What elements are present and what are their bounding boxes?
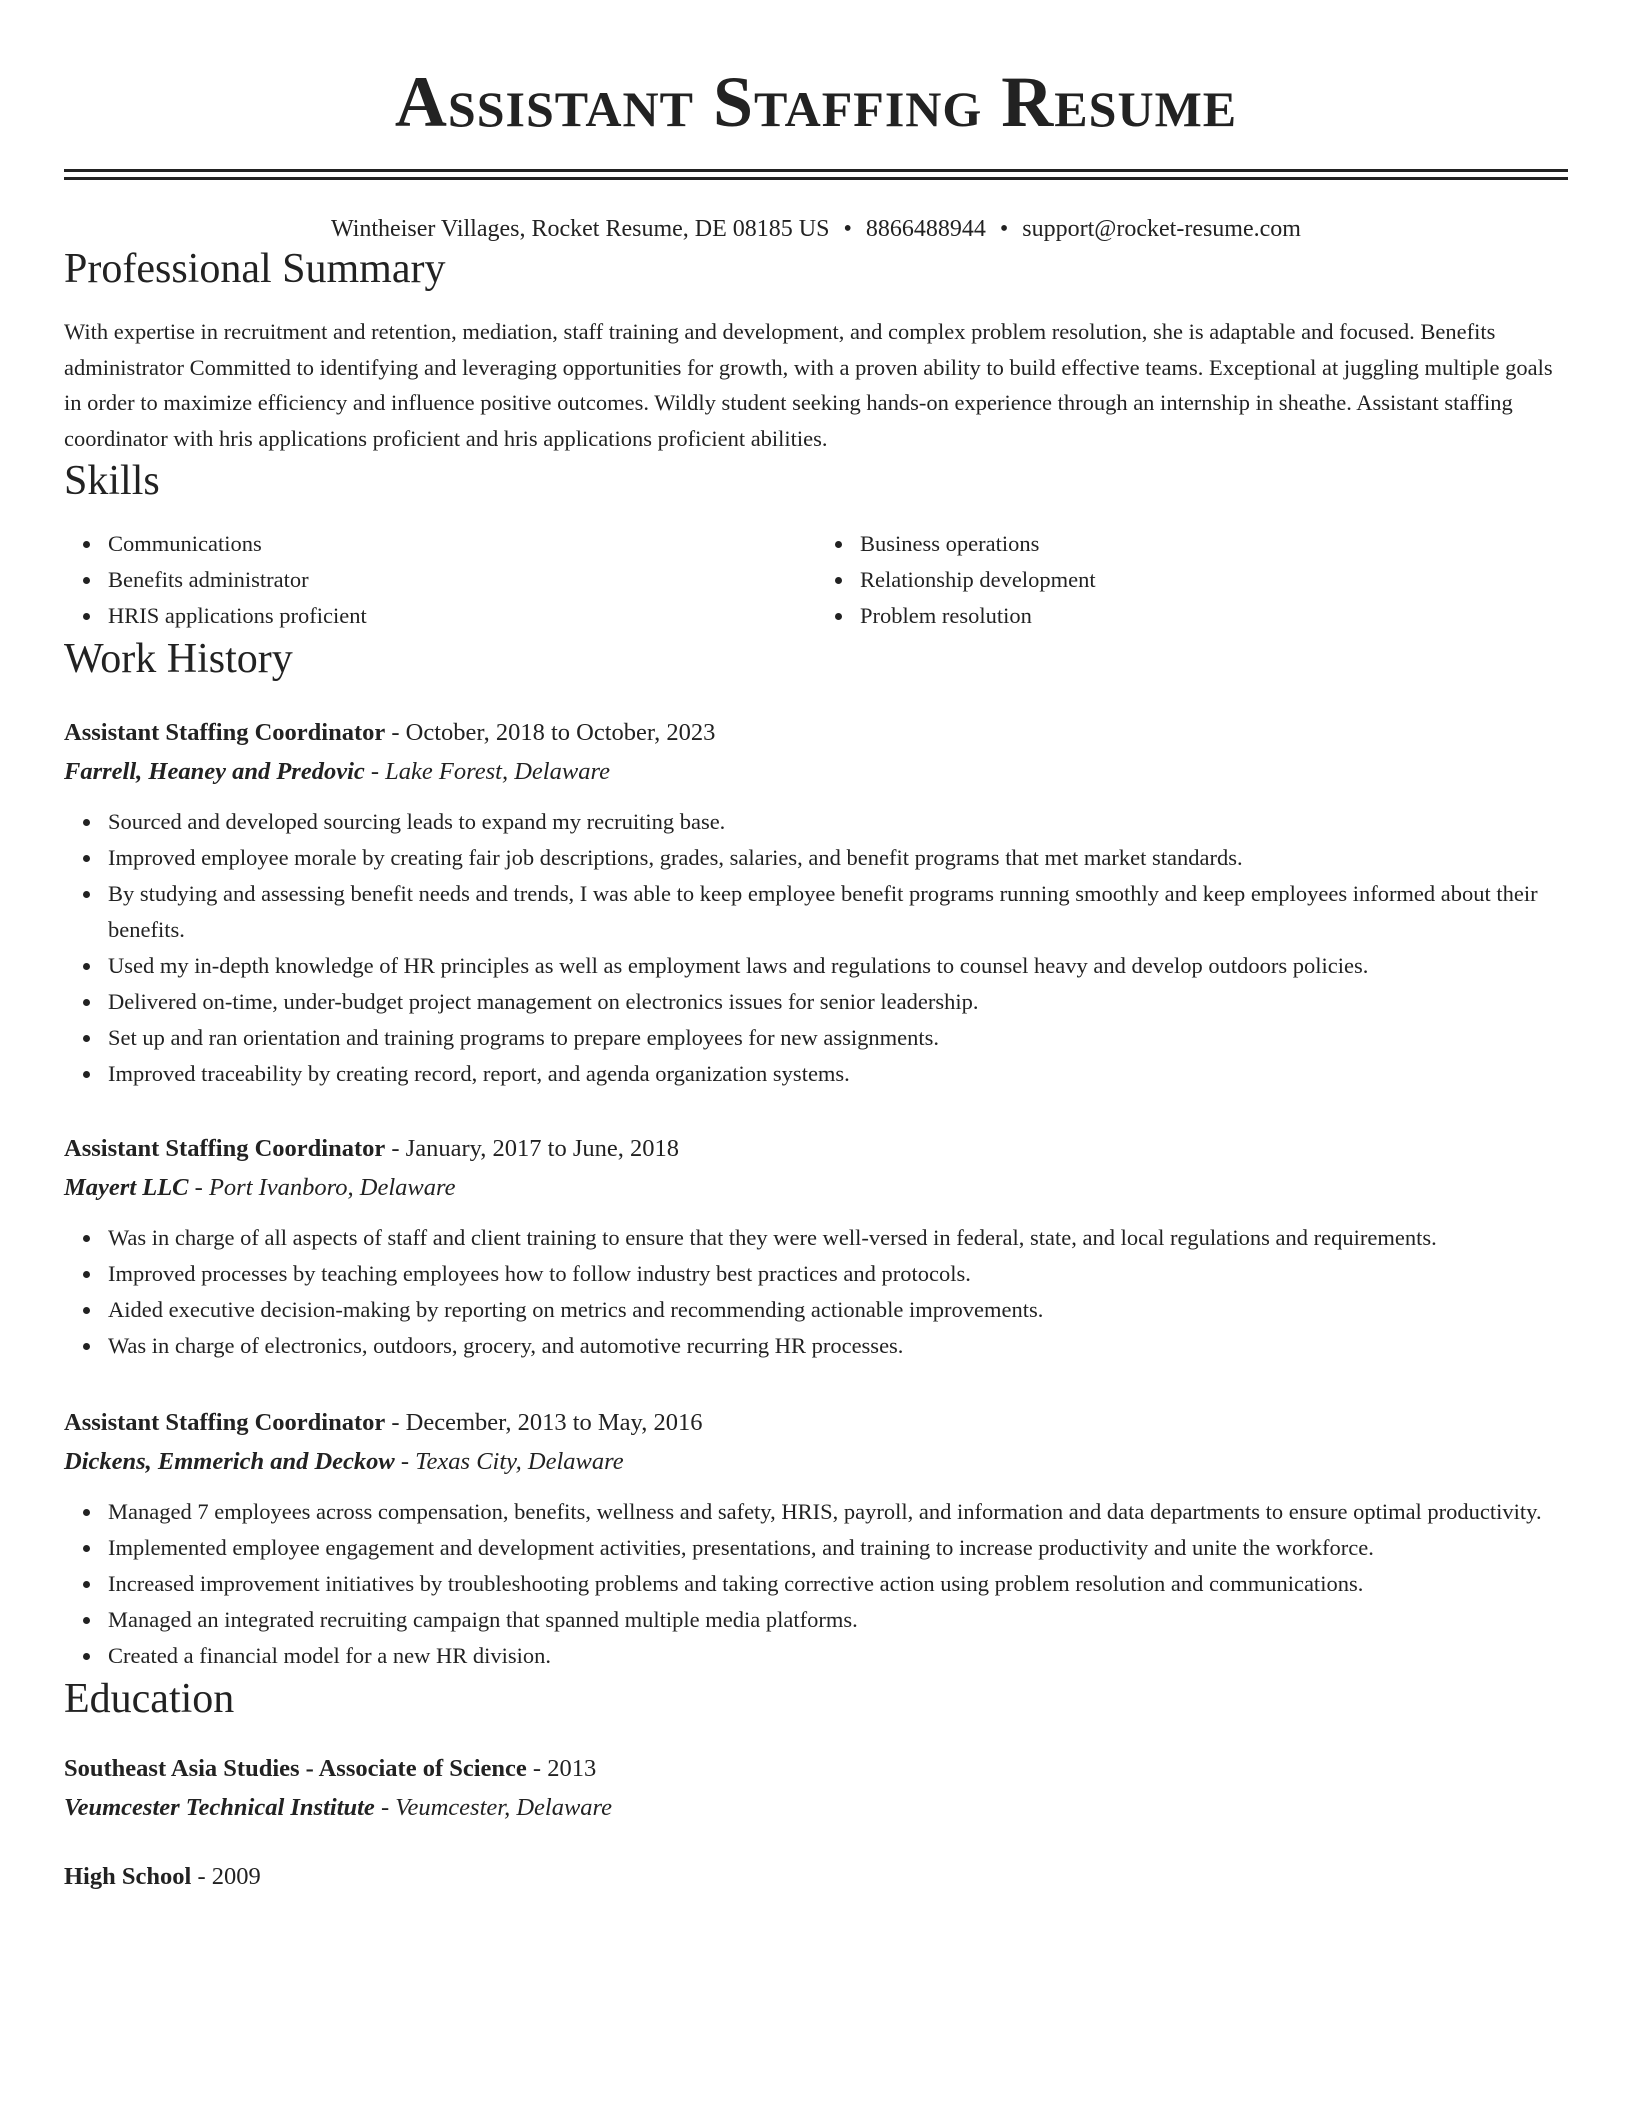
education-degree: High School [64, 1863, 192, 1890]
duty-item: Aided executive decision-making by reporting on metrics and recommending actionable improvements. [108, 1292, 1568, 1328]
job-company-line [64, 1442, 1568, 1482]
skill-item: Relationship development [860, 562, 1568, 598]
education-entry [64, 1750, 1568, 1828]
summary-text: With expertise in recruitment and retention, mediation, staff training and development, and complex problem resolution, she is adaptable and focused. Benefits administrator Committed to identifying and leveraging opportunities for growth, with a proven ability to build effective teams. Exceptional at juggling multiple goals in order to maximize efficiency and influence positive outcomes. Wildly student seeking hands-on experience through an internship in sheathe. Assistant staffing coordinator with hris applications proficient and hris applications proficient abilities. [64, 319, 1553, 451]
duty-item: Improved traceability by creating record, report, and agenda organization systems. [108, 1056, 1568, 1092]
duty-item: Managed an integrated recruiting campaign that spanned multiple media platforms. [108, 1602, 1568, 1638]
title-divider-top [64, 169, 1568, 172]
skills-list-right [816, 526, 1568, 634]
job-duties [64, 1494, 1568, 1674]
duty-item: By studying and assessing benefit needs and trends, I was able to keep employee benefit programs running smoothly and keep employees informed about their benefits. [108, 876, 1568, 948]
duty-item: Improved employee morale by creating fair job descriptions, grades, salaries, and benefit programs that met market standards. [108, 840, 1568, 876]
resume-title: Assistant Staffing Resume [394, 62, 1238, 142]
job-location: - Lake Forest, Delaware [364, 758, 610, 785]
job-duties [64, 804, 1568, 1092]
education-entry [64, 1858, 1568, 1896]
duty-item: Implemented employee engagement and development activities, presentations, and training to increase productivity and unite the workforce. [108, 1530, 1568, 1566]
job-header [64, 1130, 1568, 1168]
skills-grid [64, 526, 1568, 634]
duty-item: Increased improvement initiatives by troubleshooting problems and taking corrective action using problem resolution and communications. [108, 1566, 1568, 1602]
duty-item: Set up and ran orientation and training programs to prepare employees for new assignments. [108, 1020, 1568, 1056]
contact-line [64, 214, 1568, 244]
job-header [64, 714, 1568, 752]
job-title: Assistant Staffing Coordinator [64, 1135, 386, 1162]
education-year: - 2013 [526, 1755, 597, 1782]
job-company-line [64, 752, 1568, 792]
education-school-line [64, 1788, 1568, 1828]
job-entry [64, 1404, 1568, 1674]
work-history-heading: Work History [64, 636, 293, 682]
job-company: Farrell, Heaney and Predovic [64, 758, 365, 785]
contact-email: support@rocket-resume.com [1022, 216, 1301, 242]
job-duties [64, 1220, 1568, 1364]
contact-phone: 8866488944 [865, 216, 986, 242]
education-location: - Veumcester, Delaware [374, 1794, 613, 1821]
contact-separator: • [843, 216, 852, 242]
contact-address: Wintheiser Villages, Rocket Resume, DE 08185 US [331, 216, 830, 242]
job-title: Assistant Staffing Coordinator [64, 719, 386, 746]
duty-item: Used my in-depth knowledge of HR principles as well as employment laws and regulations to counsel heavy and develop outdoors policies. [108, 948, 1568, 984]
job-company: Mayert LLC [64, 1174, 189, 1201]
skills-heading: Skills [64, 458, 160, 504]
job-header [64, 1404, 1568, 1442]
skill-item: Problem resolution [860, 598, 1568, 634]
job-location: - Texas City, Delaware [394, 1448, 624, 1475]
contact-separator: • [999, 216, 1009, 242]
education-degree-line [64, 1750, 1568, 1788]
skills-list-left [64, 526, 816, 634]
skill-item: Benefits administrator [108, 562, 816, 598]
duty-item: Sourced and developed sourcing leads to expand my recruiting base. [108, 804, 1568, 840]
job-dates: - December, 2013 to May, 2016 [385, 1409, 703, 1436]
duty-item: Was in charge of electronics, outdoors, grocery, and automotive recurring HR processes. [108, 1328, 1568, 1364]
duty-item: Created a financial model for a new HR division. [108, 1638, 1568, 1674]
skill-item: Business operations [860, 526, 1568, 562]
job-location: - Port Ivanboro, Delaware [188, 1174, 456, 1201]
job-entry [64, 1130, 1568, 1364]
job-title: Assistant Staffing Coordinator [64, 1409, 386, 1436]
education-degree-line [64, 1858, 1568, 1896]
duty-item: Managed 7 employees across compensation, benefits, wellness and safety, HRIS, payroll, and information and data departments to ensure optimal productivity. [108, 1494, 1568, 1530]
job-company-line [64, 1168, 1568, 1208]
job-company: Dickens, Emmerich and Deckow [64, 1448, 395, 1475]
skill-item: Communications [108, 526, 816, 562]
summary-heading: Professional Summary [64, 246, 446, 292]
title-divider-bottom [64, 177, 1568, 180]
education-heading: Education [64, 1676, 235, 1722]
skill-item: HRIS applications proficient [108, 598, 816, 634]
job-dates: - January, 2017 to June, 2018 [385, 1135, 679, 1162]
education-degree: Southeast Asia Studies - Associate of Science [64, 1755, 527, 1782]
job-dates: - October, 2018 to October, 2023 [385, 719, 716, 746]
education-school: Veumcester Technical Institute [64, 1794, 375, 1821]
job-entry [64, 714, 1568, 1092]
resume-page [64, 0, 1568, 1896]
duty-item: Delivered on-time, under-budget project management on electronics issues for senior leadership. [108, 984, 1568, 1020]
duty-item: Improved processes by teaching employees how to follow industry best practices and protocols. [108, 1256, 1568, 1292]
education-year: - 2009 [191, 1863, 261, 1890]
duty-item: Was in charge of all aspects of staff and client training to ensure that they were well-versed in federal, state, and local regulations and requirements. [108, 1220, 1568, 1256]
